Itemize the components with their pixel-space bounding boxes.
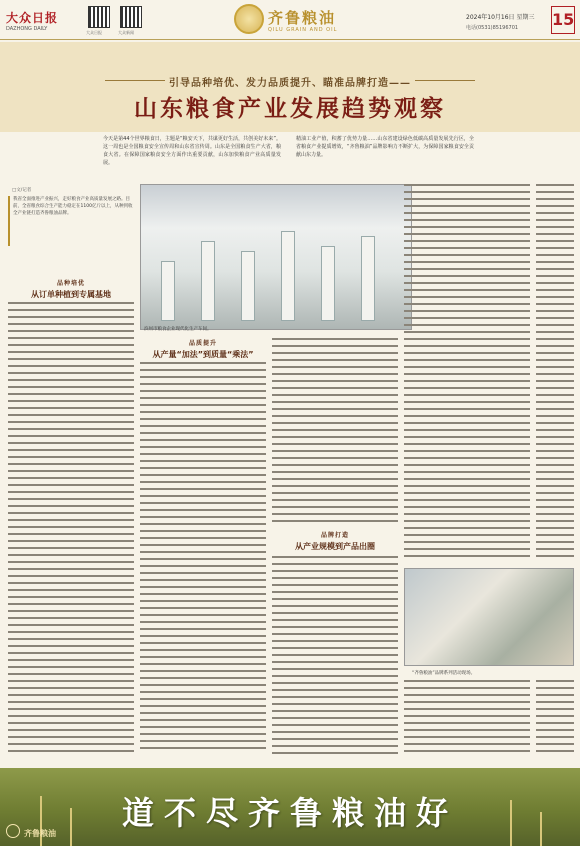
body-text-column bbox=[536, 184, 574, 562]
article-title: 山东粮食产业发展趋势观察 bbox=[134, 96, 446, 122]
section-kicker: 品牌打造 bbox=[320, 532, 349, 539]
qr-caption: 大众日报 bbox=[86, 30, 102, 35]
section-title: 从产业规模到产品出圈 bbox=[295, 542, 375, 551]
photo-detail bbox=[241, 251, 255, 321]
photo-detail bbox=[201, 241, 215, 321]
brand-badge-icon bbox=[6, 824, 20, 838]
article-kicker: 引导品种培优、发力品质提升、瞄准品牌打造—— bbox=[169, 78, 411, 89]
main-photo bbox=[140, 184, 412, 330]
section-heading bbox=[272, 530, 398, 552]
page-number: 15 bbox=[551, 6, 575, 34]
photo-detail bbox=[281, 231, 295, 321]
issue-date: 2024年10月16日 星期三 bbox=[466, 14, 535, 21]
section-sub: QILU GRAIN AND OIL bbox=[268, 27, 338, 33]
section-name: 齐鲁粮油 bbox=[268, 9, 337, 27]
qr-code-icon bbox=[88, 6, 110, 28]
section-title: 从产量“加法”到质量“乘法” bbox=[152, 350, 254, 359]
paper-name: 大众日报 bbox=[6, 11, 59, 25]
section-kicker: 品质提升 bbox=[188, 340, 217, 347]
footer-banner bbox=[0, 768, 580, 846]
photo-caption: 滨州市粮食企业现代化生产车间。 bbox=[144, 327, 212, 332]
qr-caption: 大众新闻 bbox=[118, 30, 134, 35]
section-kicker: 品种培优 bbox=[56, 280, 85, 287]
lead-paragraph: 精油工业产值，积蓄了优势力量……山东省建设绿色低碳高质量发展先行区，全省粮食产业提质增效，“齐鲁粮油”品牌影响力不断扩大，为保障国家粮食安全贡献山东力量。 bbox=[296, 136, 474, 158]
section-emblem-icon bbox=[234, 4, 264, 34]
body-text-column bbox=[272, 338, 398, 524]
body-text-column bbox=[536, 680, 574, 754]
body-text-column bbox=[404, 680, 530, 754]
body-text-column bbox=[272, 556, 398, 754]
photo-detail bbox=[161, 261, 175, 321]
body-text-column bbox=[8, 302, 134, 754]
footer-slogan: 道不尽齐鲁粮油好 bbox=[121, 794, 458, 832]
body-text-column bbox=[140, 362, 266, 754]
photo-detail bbox=[361, 236, 375, 321]
footer-brand: 齐鲁粮油 bbox=[24, 829, 56, 838]
section-title: 从订单种植到专属基地 bbox=[31, 290, 111, 299]
photo-caption: “齐鲁粮油”品牌系列活动现场。 bbox=[412, 671, 476, 676]
byline: □文/记者 bbox=[12, 188, 32, 193]
masthead bbox=[0, 0, 580, 40]
event-photo bbox=[404, 568, 574, 666]
paper-sub: DAZHONG DAILY bbox=[6, 26, 48, 32]
body-text-column bbox=[404, 184, 530, 562]
section-heading bbox=[8, 278, 134, 300]
section-heading bbox=[140, 338, 266, 360]
lead-paragraph: 今天是第44个世界粮食日，主题是“粮安天下，共谋更好生活，共创美好未来”。这一周也是全国粮食安全宣传周和山东省宣传周。山东是全国粮食生产大省，粮食大省。在保障国家粮食安全方面作出重要贡献，山东加快粮食产业高质量发展。 bbox=[103, 136, 281, 166]
contact-phone: 电话(0531)85196701 bbox=[466, 25, 519, 31]
photo-detail bbox=[321, 246, 335, 321]
intro-paragraph: 我省全面推进产业振兴，走好粮食产业高质量发展之路。目前，全省粮食综合生产能力稳定在1100亿斤以上，从种到收全产业链打造齐鲁粮油品牌。 bbox=[8, 196, 134, 246]
qr-code-icon bbox=[120, 6, 142, 28]
